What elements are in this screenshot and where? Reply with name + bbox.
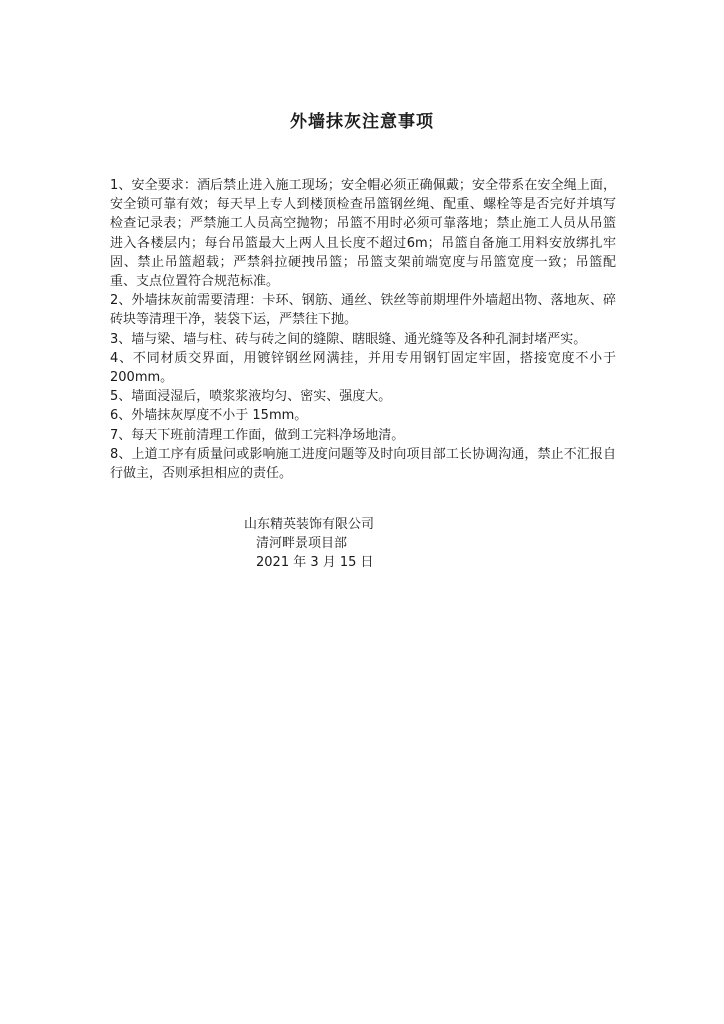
document-body [110, 176, 616, 483]
signature-company: 山东精英装饰有限公司 [244, 517, 375, 532]
item-3: 3、墙与梁、墙与柱、砖与砖之间的缝隙、瞎眼缝、通光缝等及各种孔洞封堵严实。 [110, 331, 587, 347]
signature-date: 2021 年 3 月 15 日 [256, 555, 374, 570]
item-5: 5、墙面浸湿后，喷浆浆液均匀、密实、强度大。 [110, 389, 392, 405]
item-8: 8、上道工序有质量问或影响施工进度问题等及时向项目部工长协调沟通，禁止不汇报自行做主，否则承担相应的责任。 [110, 446, 616, 482]
signature-block [244, 515, 374, 572]
item-1: 1、安全要求：酒后禁止进入施工现场；安全帽必须正确佩戴；安全带系在安全绳上面，安全锁可靠有效；每天早上专人到楼顶检查吊篮钢丝绳、配重、螺栓等是否完好并填写检查记录表；严禁施工人员高空抛物；吊篮不用时必须可靠落地；禁止施工人员从吊篮进入各楼层内；每台吊篮最大上两人且长度不超过6m；吊篮自备施工用料安放绑扎牢固、禁止吊篮超载；严禁斜拉硬拽吊篮；吊篮支架前端宽度与吊篮宽度一致；吊篮配重、支点位置符合规范标准。 [110, 178, 616, 290]
item-7: 7、每天下班前清理工作面，做到工完料净场地清。 [110, 427, 405, 443]
document-title: 外墙抹灰注意事项 [290, 112, 434, 132]
item-6: 6、外墙抹灰厚度不小于 15mm。 [110, 408, 308, 424]
item-4: 4、不同材质交界面，用镀锌钢丝网满挂，并用专用钢钉固定牢固，搭接宽度不小于 200mm。 [110, 350, 616, 386]
item-2: 2、外墙抹灰前需要清理：卡环、钢筋、通丝、铁丝等前期埋件外墙超出物、落地灰、碎砖块等清理干净，装袋下运，严禁往下抛。 [110, 293, 616, 328]
signature-department: 清河畔景项目部 [256, 536, 348, 551]
